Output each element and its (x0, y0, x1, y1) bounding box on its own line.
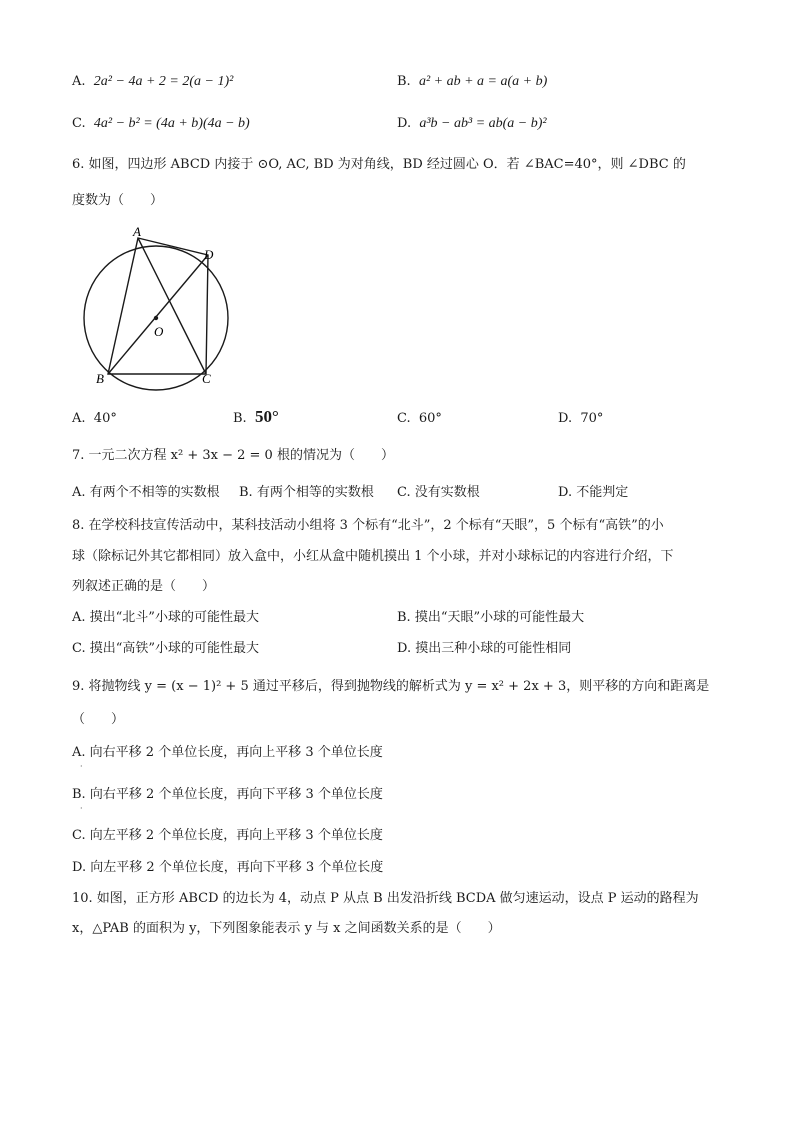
q9-option-c[interactable]: C. 向左平移 2 个单位长度，再向上平移 3 个单位长度 (72, 828, 383, 843)
q5-option-c-expr: 4a² − b² = (4a + b)(4a − b) (93, 116, 250, 131)
q5-option-b[interactable]: B. a² + ab + a = a(a + b) (397, 74, 548, 89)
q5-option-a-expr: 2a² − 4a + 2 = 2(a − 1)² (93, 74, 234, 89)
q7-option-d[interactable]: D. 不能判定 (558, 485, 629, 500)
q5-option-b-expr: a² + ab + a = a(a + b) (418, 74, 548, 89)
q6-option-d[interactable]: D. 70° (558, 411, 604, 426)
q8-stem-line2: 球（除标记外其它都相同）放入盒中，小红从盒中随机摸出 1 个小球，并对小球标记的内容进行介绍，下 (72, 549, 674, 564)
q8-stem-line1: 8. 在学校科技宣传活动中，某科技活动小组将 3 个标有“北斗”，2 个标有“天眼”，5 个标有“高铁”的小 (72, 518, 664, 533)
q6-option-c[interactable]: C. 60° (397, 411, 442, 426)
q7-option-c[interactable]: C. 没有实数根 (397, 485, 480, 500)
q9-option-d[interactable]: D. 向左平移 2 个单位长度，再向下平移 3 个单位长度 (72, 860, 384, 875)
q7-stem: 7. 一元二次方程 x² + 3x − 2 = 0 根的情况为（ ） (72, 448, 394, 463)
q5-option-a[interactable]: A. 2a² − 4a + 2 = 2(a − 1)² (72, 74, 234, 89)
q9-option-b-marker: · (80, 804, 83, 813)
q6-option-b[interactable]: B. 50° (233, 407, 279, 426)
center-point-o (154, 316, 158, 320)
q8-option-d[interactable]: D. 摸出三种小球的可能性相同 (397, 641, 572, 656)
q8-option-c[interactable]: C. 摸出“高铁”小球的可能性最大 (72, 641, 260, 656)
q8-option-a[interactable]: A. 摸出“北斗”小球的可能性最大 (72, 610, 259, 625)
q6-option-a[interactable]: A. 40° (72, 411, 117, 426)
q9-option-b[interactable]: B. 向右平移 2 个单位长度，再向下平移 3 个单位长度 (72, 787, 383, 802)
q10-stem-line2: x，△PAB 的面积为 y，下列图象能表示 y 与 x 之间函数关系的是（ ） (72, 921, 501, 936)
label-d: D (204, 247, 214, 262)
label-o: O (154, 324, 164, 339)
q9-stem-line1: 9. 将抛物线 y = (x − 1)² + 5 通过平移后，得到抛物线的解析式为 y = x² + 2x + 3，则平移的方向和距离是 (72, 679, 710, 694)
diagonal-bd (108, 255, 208, 374)
label-c: C (202, 371, 211, 386)
q5-option-d-expr: a³b − ab³ = ab(a − b)² (419, 116, 547, 131)
label-a: A (133, 225, 141, 239)
q7-option-a[interactable]: A. 有两个不相等的实数根 (72, 485, 220, 500)
q9-stem-line2: （ ） (72, 712, 125, 727)
q8-stem-line3: 列叙述正确的是（ ） (72, 579, 216, 594)
q6-circle-figure (72, 225, 242, 395)
q5-option-c[interactable]: C. 4a² − b² = (4a + b)(4a − b) (72, 116, 250, 131)
q9-option-a-marker: · (80, 762, 83, 771)
q10-stem-line1: 10. 如图，正方形 ABCD 的边长为 4，动点 P 从点 B 出发沿折线 BCDA 做匀速运动，设点 P 运动的路程为 (72, 891, 699, 906)
quadrilateral-abcd (108, 238, 208, 374)
q6-stem-line2: 度数为（ ） (72, 193, 164, 208)
q8-option-b[interactable]: B. 摸出“天眼”小球的可能性最大 (397, 610, 585, 625)
q7-option-b[interactable]: B. 有两个相等的实数根 (239, 485, 374, 500)
q6-stem-line1: 6. 如图，四边形 ABCD 内接于 ⊙O, AC, BD 为对角线，BD 经过圆心 O．若 ∠BAC=40°，则 ∠DBC 的 (72, 157, 686, 172)
label-b: B (96, 371, 104, 386)
q5-option-d[interactable]: D. a³b − ab³ = ab(a − b)² (397, 116, 547, 131)
q9-option-a[interactable]: A. 向右平移 2 个单位长度，再向上平移 3 个单位长度 (72, 745, 383, 760)
